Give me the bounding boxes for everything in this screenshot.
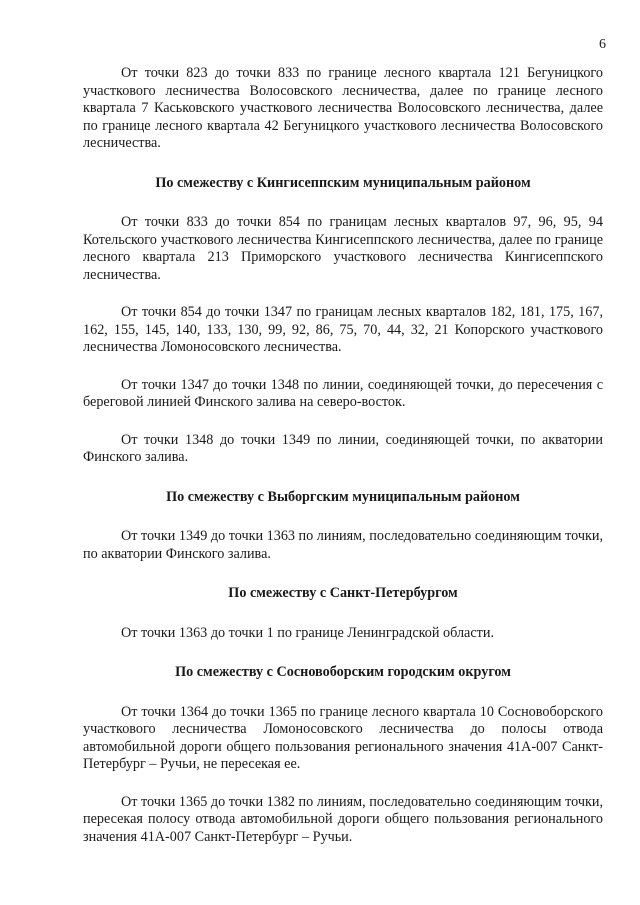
paragraph: От точки 1349 до точки 1363 по линиям, последовательно соединяющим точки, по акватории Финского залива. xyxy=(83,528,603,562)
paragraph: От точки 1347 до точки 1348 по линии, соединяющей точки, до пересечения с береговой линией Финского залива на северо-восток. xyxy=(83,376,603,410)
document-body xyxy=(83,65,603,846)
section-heading: По смежеству с Санкт-Петербургом xyxy=(228,585,458,601)
section-heading: По смежеству с Кингисеппским муниципальным районом xyxy=(155,174,531,191)
paragraph: От точки 1363 до точки 1 по границе Ленинградской области. xyxy=(121,624,494,641)
paragraph: От точки 823 до точки 833 по границе лесного квартала 121 Бегуницкого участкового лесничества Волосовского лесничества, далее по границе лесного квартала 7 Каськовского участкового лесничества Волосовского лесничества, далее по границе лесного квартала 42 Бегуницкого участкового лесничества Волосовского лесничества. xyxy=(83,65,603,151)
paragraph: От точки 833 до точки 854 по границам лесных кварталов 97, 96, 95, 94 Котельского участкового лесничества Кингисеппского лесничества, далее по границе лесного квартала 213 Приморского участкового лесничества Кингисеппского лесничества. xyxy=(83,214,603,283)
paragraph: От точки 1364 до точки 1365 по границе лесного квартала 10 Сосновоборского участкового лесничества Ломоносовского лесничества до полосы отвода автомобильной дороги общего пользования регионального значения 41А-007 Санкт-Петербург – Ручьи, не пересекая ее. xyxy=(83,703,603,772)
paragraph: От точки 1348 до точки 1349 по линии, соединяющей точки, по акватории Финского залива. xyxy=(83,431,603,465)
paragraph: От точки 1365 до точки 1382 по линиям, последовательно соединяющим точки, пересекая полосу отвода автомобильной дороги общего пользования регионального значения 41А-007 Санкт-Петербург – Ручьи. xyxy=(83,793,603,845)
paragraph: От точки 854 до точки 1347 по границам лесных кварталов 182, 181, 175, 167, 162, 155, 145, 140, 133, 130, 99, 92, 86, 75, 70, 44, 32, 21 Копорского участкового лесничества Ломоносовского лесничества. xyxy=(83,304,603,355)
section-heading: По смежеству с Выборгским муниципальным районом xyxy=(166,488,520,505)
section-heading: По смежеству с Сосновоборским городским округом xyxy=(175,664,511,680)
page-number: 6 xyxy=(599,37,606,52)
